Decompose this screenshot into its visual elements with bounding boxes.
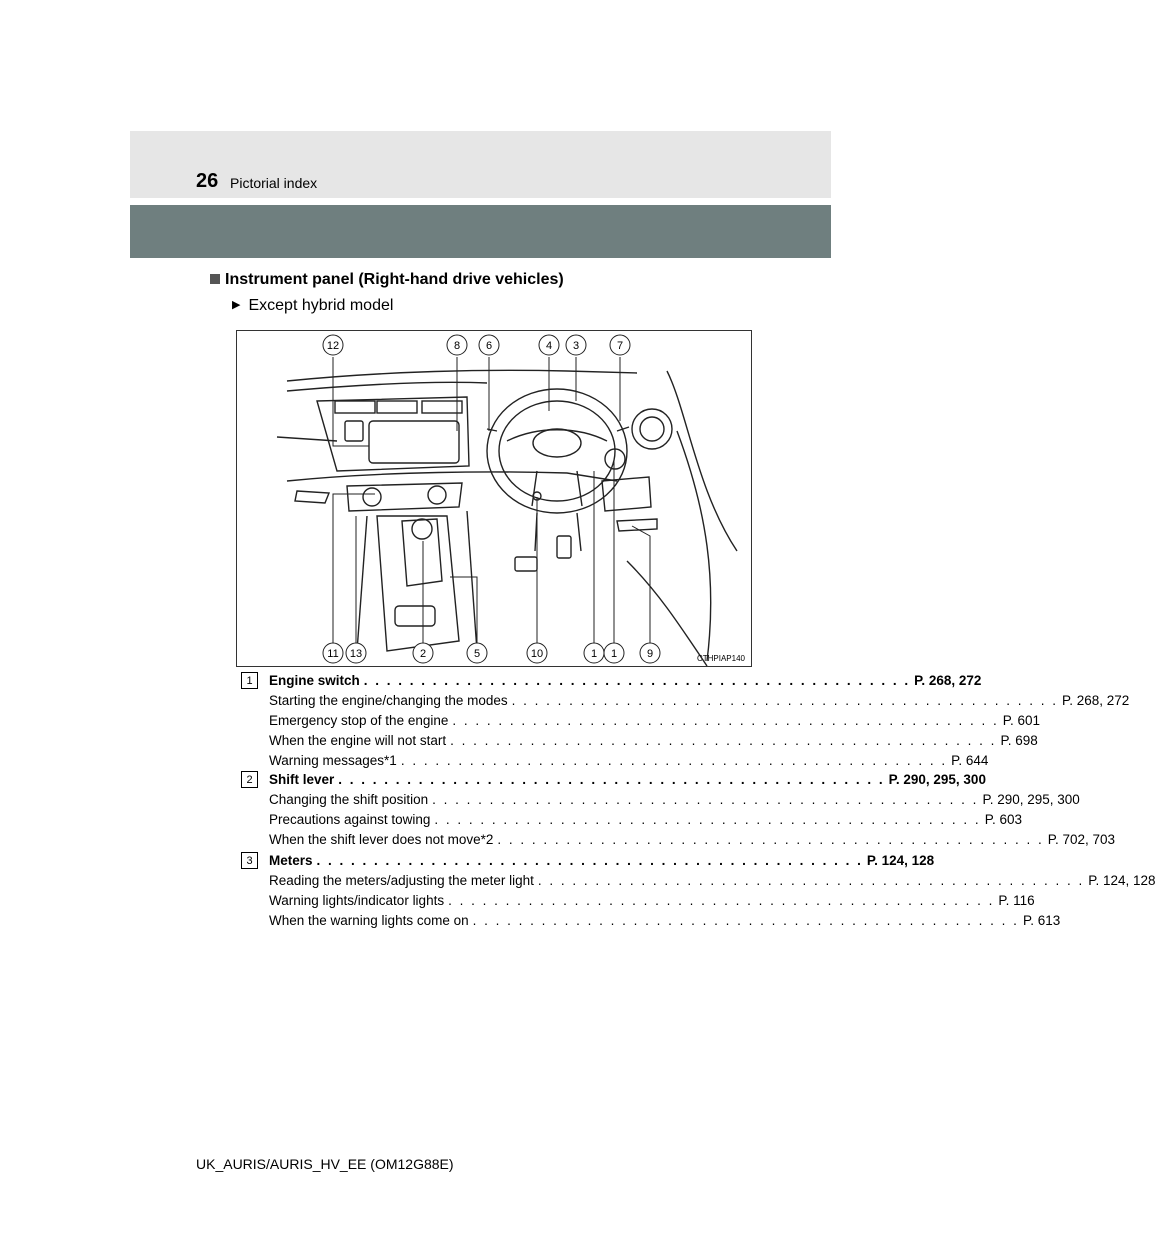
callout-label: 7 — [616, 340, 624, 352]
entry-label: When the shift lever does not move*2 — [269, 832, 494, 847]
page-reference: P. 290, 295, 300 — [982, 792, 1080, 807]
page-reference: P. 613 — [1022, 913, 1061, 928]
page-reference: P. 124, 128 — [1088, 873, 1156, 888]
entry-subline — [269, 830, 1116, 850]
entry-subline — [269, 790, 1080, 810]
callout-label: 1 — [610, 648, 618, 660]
entry-label: Reading the meters/adjusting the meter light — [269, 873, 534, 888]
figure-code: CTHPIAP140 — [696, 654, 745, 663]
footer-doc-id: UK_AURIS/AURIS_HV_EE (OM12G88E) — [196, 1156, 454, 1172]
leader-dots: . . . . . . . . . . . . . . . . . . . . . . . . . . . . . . . . . . . . . . . . . . . . . . . . — [338, 772, 885, 787]
entry-number-box: 2 — [241, 771, 258, 788]
callout-label: 8 — [453, 340, 461, 352]
entry-title-line — [269, 770, 986, 790]
leader-dots: . . . . . . . . . . . . . . . . . . . . . . . . . . . . . . . . . . . . . . . . . . . . . . . . — [511, 693, 1058, 708]
leader-dots: . . . . . . . . . . . . . . . . . . . . . . . . . . . . . . . . . . . . . . . . . . . . . . . . — [434, 812, 981, 827]
entry-subline — [269, 751, 989, 771]
entry-label: Engine switch — [269, 673, 360, 688]
entry-subline — [269, 871, 1156, 891]
entry-label: Warning lights/indicator lights — [269, 893, 445, 908]
leader-dots: . . . . . . . . . . . . . . . . . . . . . . . . . . . . . . . . . . . . . . . . . . . . . . . . — [448, 893, 995, 908]
callout-label: 10 — [530, 648, 544, 660]
page-reference: P. 644 — [951, 753, 989, 768]
subheading — [232, 295, 393, 316]
page-reference: P. 268, 272 — [1062, 693, 1130, 708]
page-reference: P. 290, 295, 300 — [888, 772, 986, 787]
callout-label: 12 — [326, 340, 340, 352]
callout-label: 9 — [646, 648, 654, 660]
page-number: 26 — [196, 170, 219, 192]
entry-label: Warning messages*1 — [269, 753, 397, 768]
instrument-panel-figure — [236, 330, 752, 667]
leader-dots: . . . . . . . . . . . . . . . . . . . . . . . . . . . . . . . . . . . . . . . . . . . . . . . . — [400, 753, 948, 768]
page-reference: P. 116 — [998, 893, 1035, 908]
page-reference: P. 702, 703 — [1047, 832, 1116, 847]
page-reference: P. 698 — [1000, 733, 1038, 748]
leader-dots: . . . . . . . . . . . . . . . . . . . . . . . . . . . . . . . . . . . . . . . . . . . . . . . . — [537, 873, 1085, 888]
index-entry — [241, 671, 1130, 771]
entry-subline — [269, 911, 1061, 931]
triangle-bullet-icon: ▶ — [232, 299, 241, 311]
entry-title-line — [269, 671, 982, 691]
entry-subline — [269, 891, 1035, 911]
leader-dots: . . . . . . . . . . . . . . . . . . . . . . . . . . . . . . . . . . . . . . . . . . . . . . . . — [472, 913, 1019, 928]
leader-dots: . . . . . . . . . . . . . . . . . . . . . . . . . . . . . . . . . . . . . . . . . . . . . . . . — [432, 792, 979, 807]
heading-text: Instrument panel (Right-hand drive vehicles) — [225, 271, 564, 288]
callout-label: 13 — [349, 648, 363, 660]
entry-label: When the warning lights come on — [269, 913, 469, 928]
entry-label: When the engine will not start — [269, 733, 447, 748]
entry-title-line — [269, 851, 935, 871]
callout-label: 11 — [327, 648, 339, 660]
entry-subline — [269, 691, 1130, 711]
page-reference: P. 268, 272 — [914, 673, 982, 688]
callout-label: 1 — [590, 648, 598, 660]
leader-dots: . . . . . . . . . . . . . . . . . . . . . . . . . . . . . . . . . . . . . . . . . . . . . . . . — [316, 853, 863, 868]
entry-label: Starting the engine/changing the modes — [269, 693, 508, 708]
section-title: Pictorial index — [230, 175, 318, 191]
entry-label: Meters — [269, 853, 313, 868]
entry-label: Precautions against towing — [269, 812, 431, 827]
entry-number-box: 1 — [241, 672, 258, 689]
page-reference: P. 601 — [1002, 713, 1040, 728]
square-bullet-icon — [210, 274, 220, 284]
entry-label: Shift lever — [269, 772, 335, 787]
index-entry — [241, 851, 1156, 931]
entry-number-box: 3 — [241, 852, 258, 869]
callout-label: 6 — [485, 340, 493, 352]
callout-label: 2 — [419, 648, 427, 660]
dashboard-illustration — [237, 331, 751, 666]
page-reference: P. 603 — [984, 812, 1022, 827]
callout-label: 4 — [545, 340, 553, 352]
callout-label: 3 — [572, 340, 580, 352]
entry-label: Emergency stop of the engine — [269, 713, 449, 728]
leader-dots: . . . . . . . . . . . . . . . . . . . . . . . . . . . . . . . . . . . . . . . . . . . . . . . . — [450, 733, 997, 748]
section-heading — [210, 270, 564, 290]
leader-dots: . . . . . . . . . . . . . . . . . . . . . . . . . . . . . . . . . . . . . . . . . . . . . . . . — [363, 673, 911, 688]
index-entry — [241, 770, 1116, 850]
leader-dots: . . . . . . . . . . . . . . . . . . . . . . . . . . . . . . . . . . . . . . . . . . . . . . . . — [452, 713, 999, 728]
entry-label: Changing the shift position — [269, 792, 429, 807]
callout-label: 5 — [473, 648, 481, 660]
leader-dots: . . . . . . . . . . . . . . . . . . . . . . . . . . . . . . . . . . . . . . . . . . . . . . . . — [497, 832, 1044, 847]
page-reference: P. 124, 128 — [866, 853, 935, 868]
title-band — [130, 205, 831, 258]
entry-subline — [269, 711, 1040, 731]
subheading-text: Except hybrid model — [248, 297, 394, 314]
entry-subline — [269, 810, 1022, 830]
entry-subline — [269, 731, 1038, 751]
